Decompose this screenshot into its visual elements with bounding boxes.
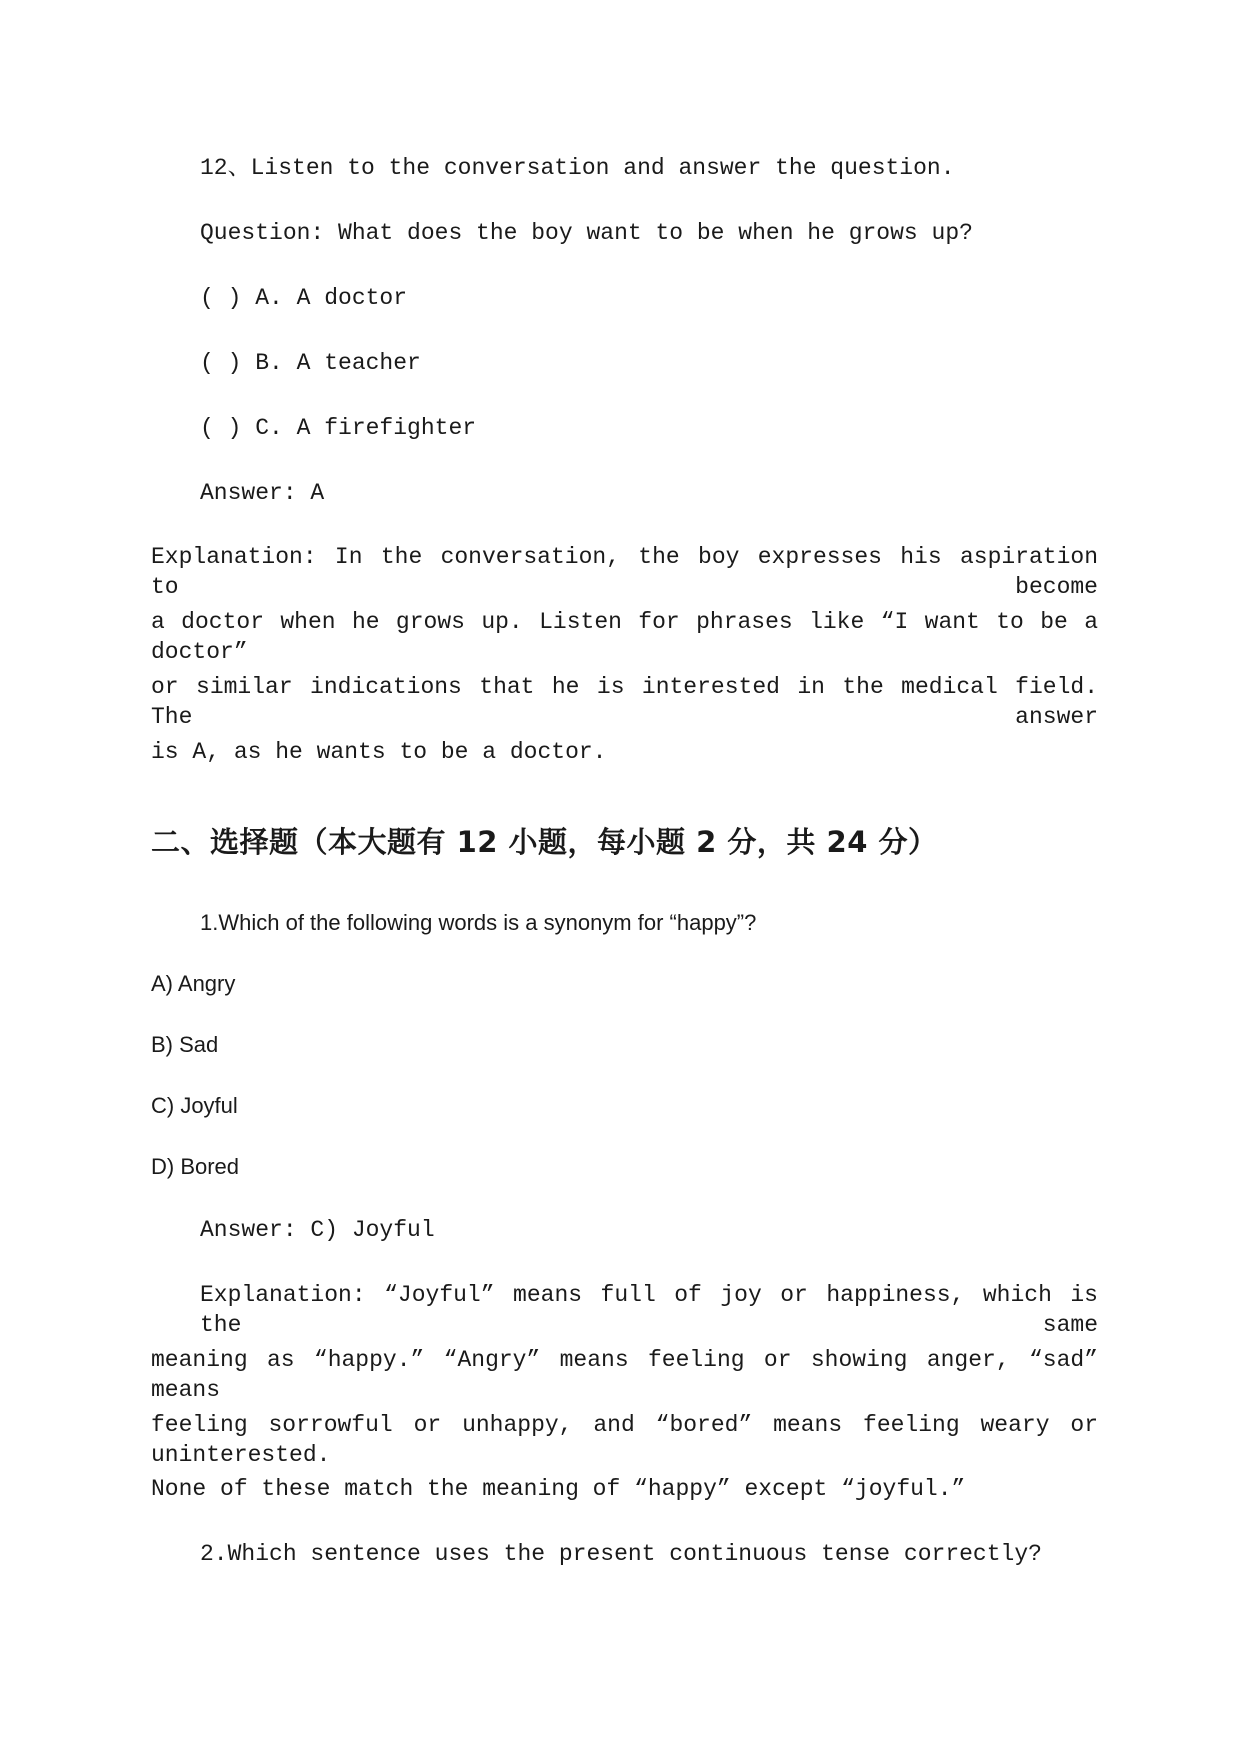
mc-q1-explanation-line-4: None of these match the meaning of “happy” except “joyful.” (151, 1476, 966, 1502)
q12-prompt: 12、Listen to the conversation and answer the question. (200, 155, 955, 181)
q12-explanation-line-2: a doctor when he grows up. Listen for phrases like “I want to be a doctor” (151, 609, 1098, 665)
q12-option-b: ( ) B. A teacher (200, 350, 421, 376)
q12-question: Question: What does the boy want to be when he grows up? (200, 220, 973, 246)
q12-answer: Answer: A (200, 480, 325, 506)
q12-explanation-line-3: or similar indications that he is interested in the medical field. The answer (151, 674, 1098, 730)
section-heading: 二、选择题（本大题有 12 小题，每小题 2 分，共 24 分） (151, 825, 938, 859)
mc-q1-explanation-line-3: feeling sorrowful or unhappy, and “bored” means feeling weary or uninterested. (151, 1412, 1098, 1468)
mc-q1-answer: Answer: C) Joyful (200, 1217, 435, 1243)
q12-explanation-line-4: is A, as he wants to be a doctor. (151, 739, 607, 765)
q12-option-c: ( ) C. A firefighter (200, 415, 477, 441)
mc-q1-option-b: B) Sad (151, 1032, 219, 1057)
mc-q1-option-c: C) Joyful (151, 1093, 238, 1118)
mc-q1-question: 1.Which of the following words is a synonym for “happy”? (200, 910, 757, 935)
mc-q1-option-d: D) Bored (151, 1154, 240, 1179)
q12-explanation-line-1: Explanation: In the conversation, the boy expresses his aspiration to become (151, 544, 1098, 600)
mc-q2-question: 2.Which sentence uses the present continuous tense correctly? (200, 1541, 1042, 1567)
mc-q1-explanation-line-2: meaning as “happy.” “Angry” means feeling or showing anger, “sad” means (151, 1347, 1098, 1403)
mc-q1-option-a: A) Angry (151, 971, 236, 996)
q12-option-a: ( ) A. A doctor (200, 285, 408, 311)
mc-q1-explanation-line-1: Explanation: “Joyful” means full of joy or happiness, which is the same (200, 1282, 1098, 1338)
